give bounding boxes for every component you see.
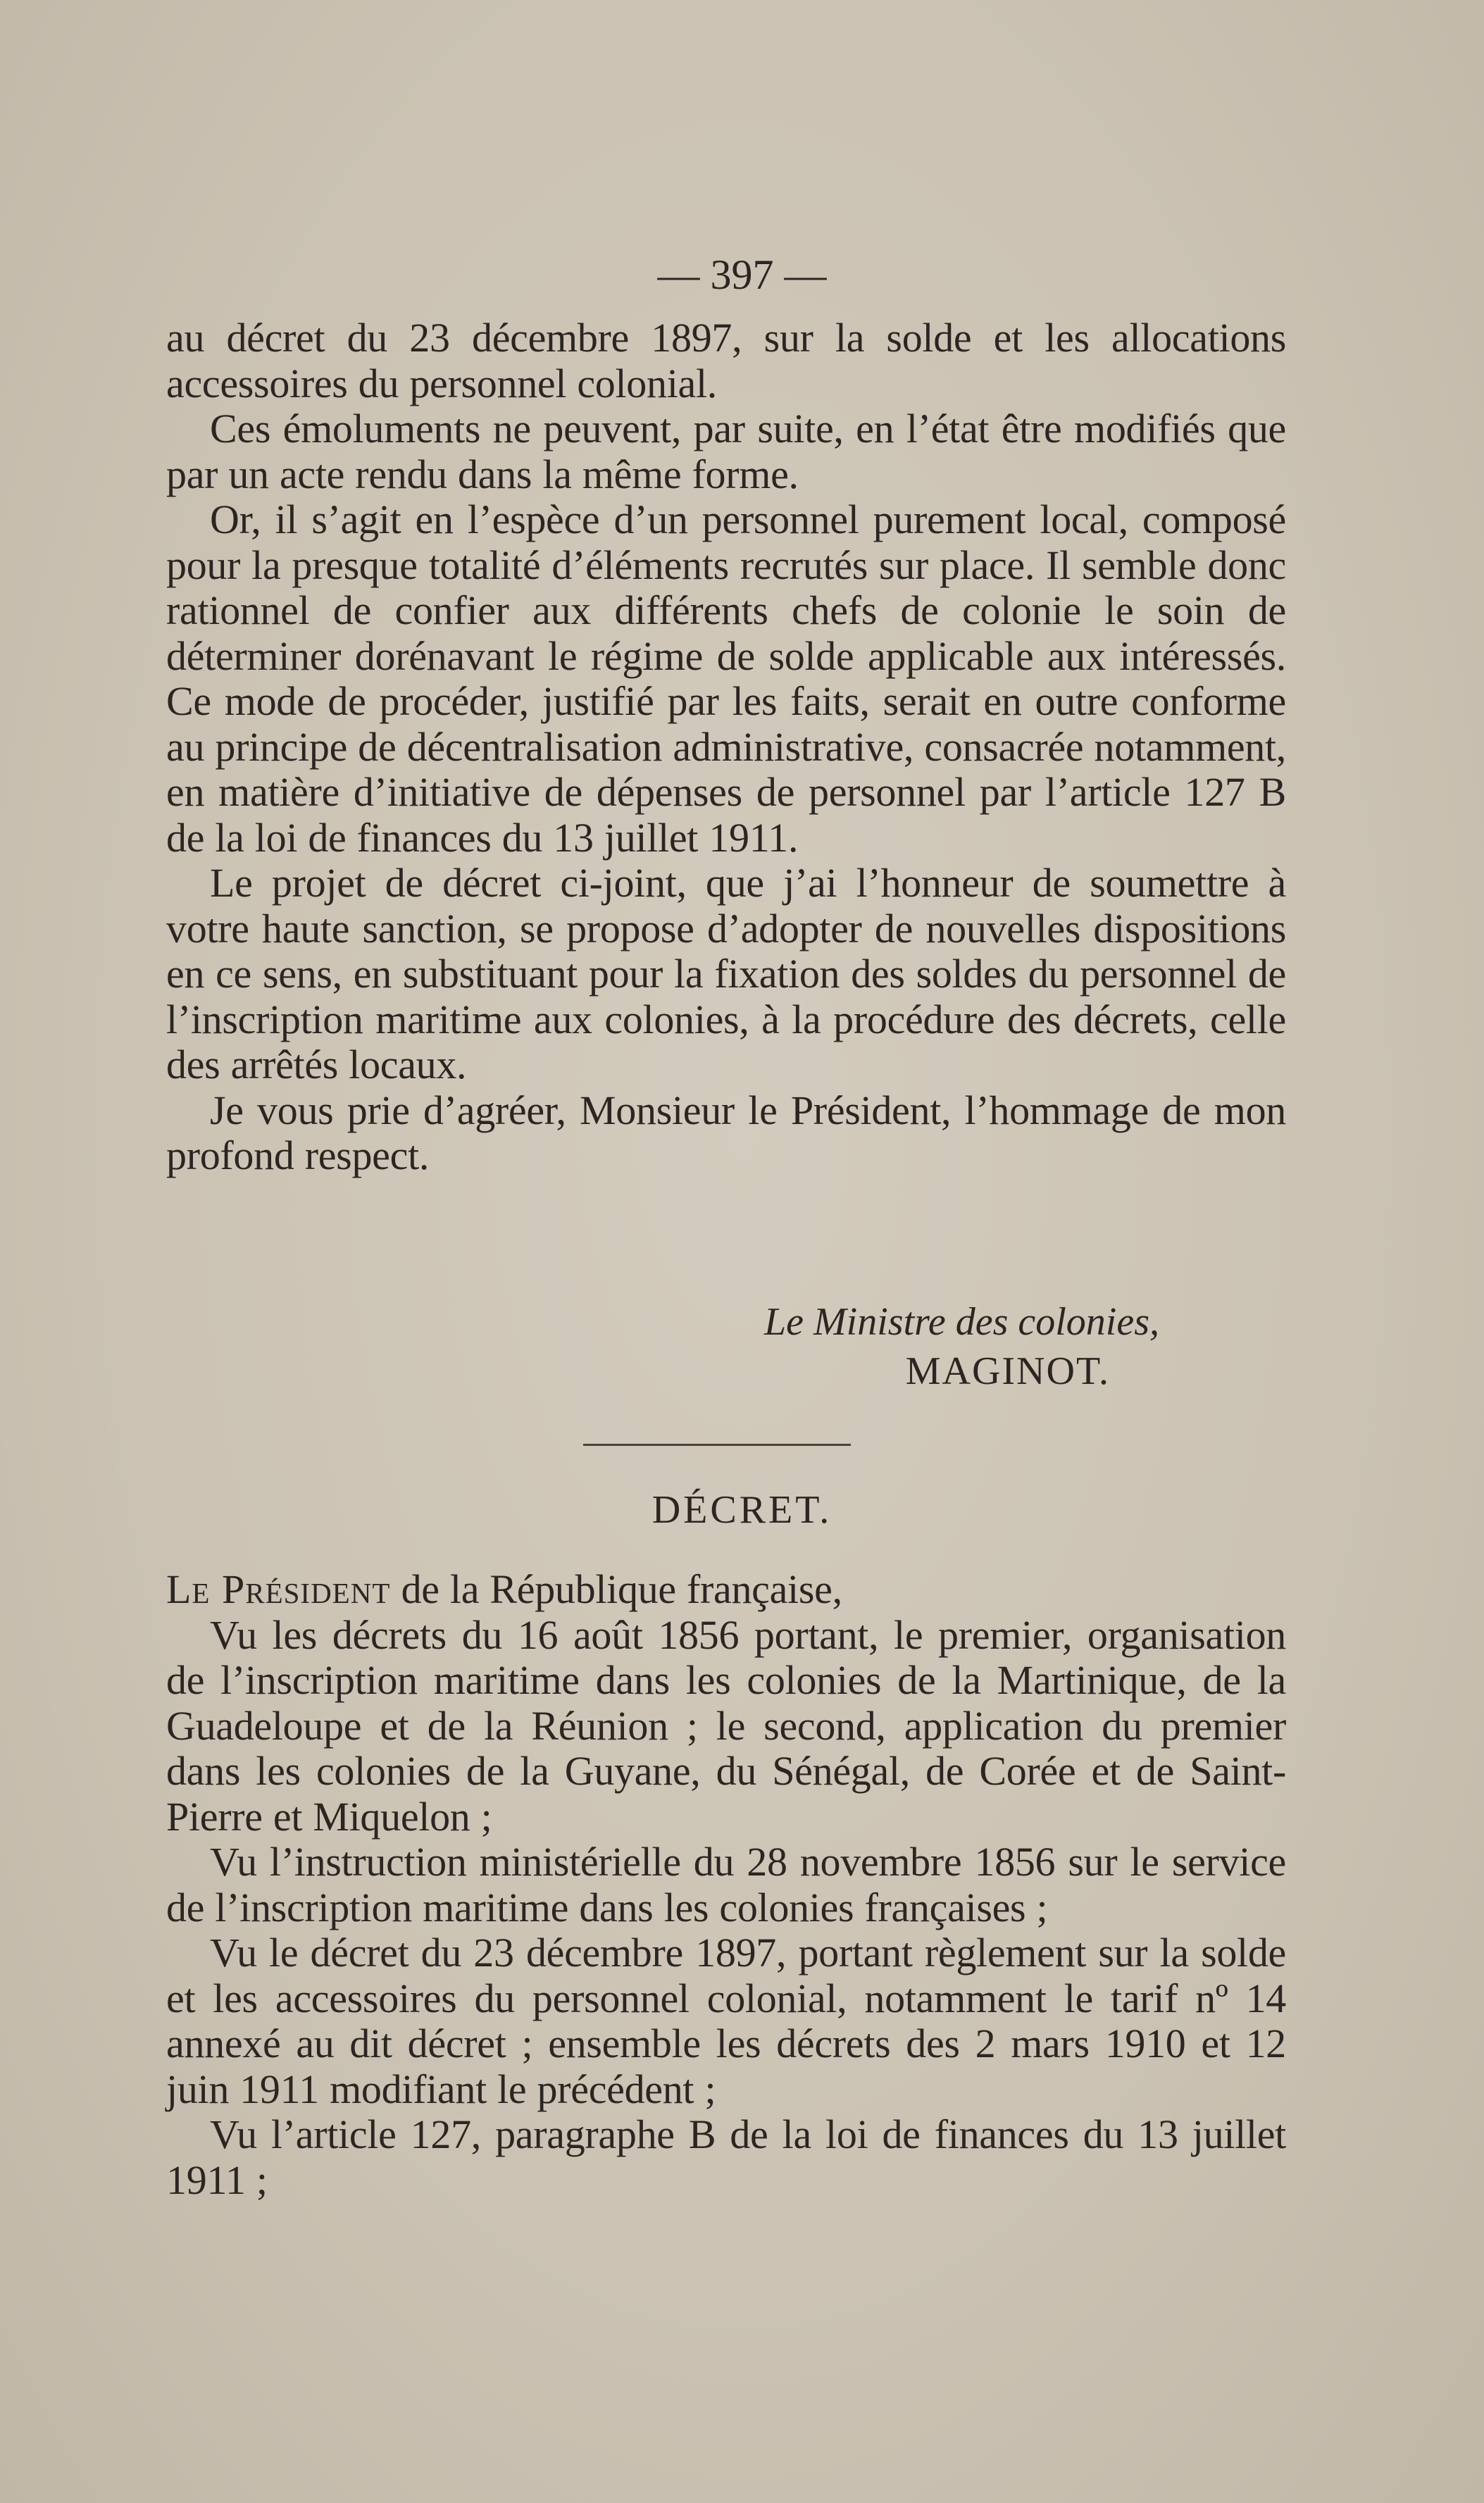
signature-block (166, 1297, 1286, 1396)
decree-paragraph-4: Vu l’article 127, paragraphe B de la loi de finances du 13 juillet 1911 ; (166, 2111, 1286, 2203)
decree-body (166, 1567, 1286, 2203)
section-divider (583, 1444, 851, 1446)
decree-paragraph-2: Vu l’instruction ministérielle du 28 novembre 1856 sur le service de l’inscription maritime dans les colonies françaises ; (166, 1839, 1286, 1930)
decree-paragraph-3: Vu le décret du 23 décembre 1897, portant règlement sur la solde et les accessoires du personnel colonial, notamment le tarif nº 14 annexé au dit décret ; ensemble les décrets des 2 mars 1910 et 12 juin 1911 modifiant le précédent ; (166, 1930, 1286, 2112)
page-number: — 397 — (657, 251, 827, 298)
paragraph-1: au décret du 23 décembre 1897, sur la solde et les allocations accessoires du personnel colonial. (166, 315, 1286, 406)
signature-name: MAGINOT. (905, 1349, 1110, 1393)
decree-opening-rest: de la République française, (390, 1566, 842, 1612)
paragraph-3: Or, il s’agit en l’espèce d’un personnel purement local, composé pour la presque totalité d’éléments recrutés sur place. Il semble donc rationnel de confier aux différents chefs de colonie le soin de déterminer dorénavant le régime de solde applicable aux intéressés. Ce mode de procéder, justifié par les faits, serait en outre conforme au principe de décentralisation administrative, consacrée notamment, en matière d’initiative de dépenses de personnel par l’article 127 B de la loi de finances du 13 juillet 1911. (166, 497, 1286, 861)
paragraph-5: Je vous prie d’agréer, Monsieur le Président, l’hommage de mon profond respect. (166, 1087, 1286, 1178)
decree-opening (166, 1567, 1286, 1613)
paragraph-4: Le projet de décret ci-joint, que j’ai l’honneur de soumettre à votre haute sanction, se propose d’adopter de nouvelles dispositions en ce sens, en substituant pour la fixation des soldes du personnel de l’inscription maritime aux colonies, à la procédure des décrets, celle des arrêtés locaux. (166, 860, 1286, 1087)
decree-opening-caps: Le Président (166, 1566, 391, 1612)
report-body (166, 316, 1286, 1179)
decree-heading: DÉCRET. (651, 1488, 833, 1532)
decree-paragraph-1: Vu les décrets du 16 août 1856 portant, le premier, organisation de l’inscription maritime dans les colonies de la Martinique, de la Guadeloupe et de la Réunion ; le second, application du premier dans les colonies de la Guyane, du Sénégal, de Corée et de Saint-Pierre et Miquelon ; (166, 1611, 1286, 1840)
signature-role: Le Ministre des colonies, (764, 1300, 1159, 1344)
paragraph-2: Ces émoluments ne peuvent, par suite, en l’état être modifiés que par un acte rendu dans la même forme. (166, 406, 1286, 497)
